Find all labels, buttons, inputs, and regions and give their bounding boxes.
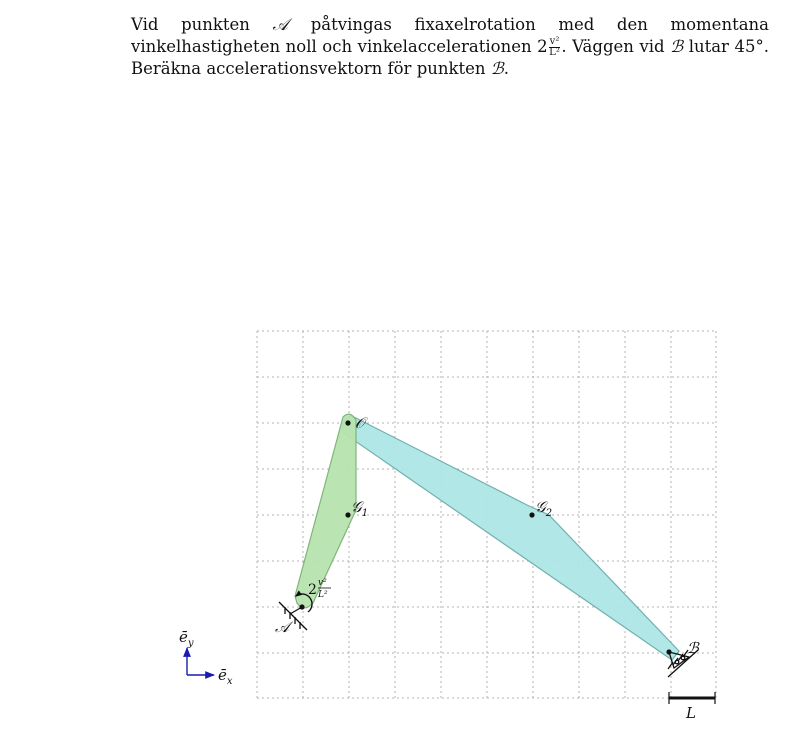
alpha-den: L² — [318, 590, 328, 600]
scale-bar — [669, 692, 715, 704]
alpha-fraction: $\frac{\text{v²}}{\text{L²}}$ — [549, 36, 560, 58]
label-o: 𝒪 — [355, 414, 365, 432]
alpha-coef: 2 — [308, 582, 317, 598]
point-a-ref: 𝒜 — [272, 15, 289, 34]
alpha-num: v² — [318, 578, 327, 588]
ey-label: $ē_y$ — [179, 628, 194, 649]
label-g2: 𝒢$_2$ — [535, 498, 553, 519]
label-b-visible: ℬ — [687, 639, 699, 657]
label-g1: 𝒢$_1$ — [351, 498, 369, 519]
label-a: 𝒜 — [275, 618, 290, 636]
link-2-body — [343, 416, 679, 660]
ex-label: $ē_x$ — [218, 666, 233, 687]
problem-text: Vid punkten 𝒜 påtvingas fixaxelrotation med den momentana vinkelhastigheten noll och vinkelaccelerationen 2 $\frac{\text{v²}}{\text{L²}}$ . Väggen vid ℬ lutar 45°. Beräkna accelerationsvektorn för punkten ℬ. — [131, 15, 769, 78]
scale-label: L — [686, 704, 696, 722]
point-o-dot — [345, 420, 350, 425]
point-b-ref-2: ℬ — [490, 59, 504, 78]
point-b-ref: ℬ — [670, 37, 684, 56]
point-g1-dot — [345, 512, 350, 517]
point-g2-dot — [529, 512, 534, 517]
